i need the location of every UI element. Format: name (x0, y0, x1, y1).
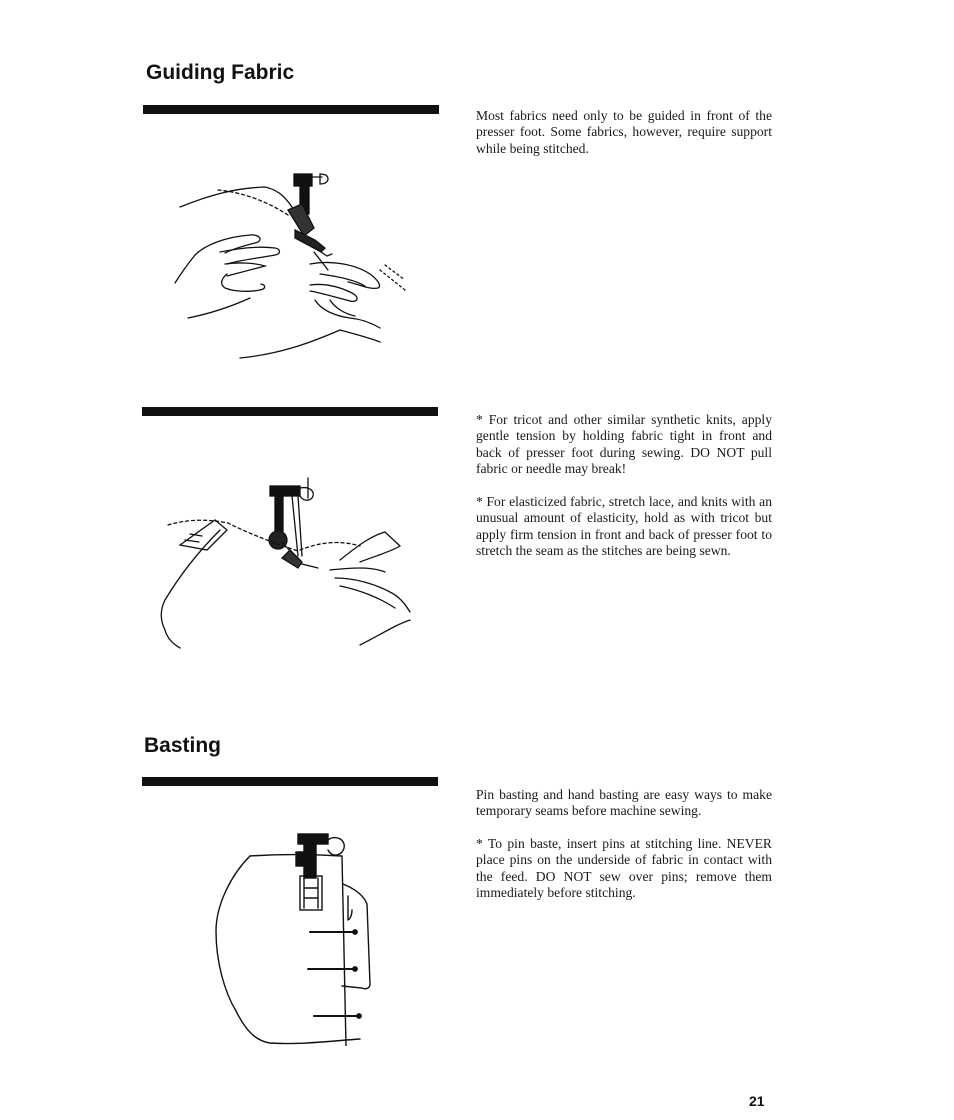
stretch-fabric-illustration (160, 470, 420, 655)
page-number: 21 (749, 1093, 765, 1109)
guiding-fabric-illustration (170, 160, 410, 365)
basting-paragraph-2: * To pin baste, insert pins at stitching line. NEVER place pins on the underside of fabric in contact with the feed. DO NOT sew over pins; remove them immediately before stitching. (476, 836, 772, 901)
guiding-paragraph-3: * For elasticized fabric, stretch lace, and knits with an unusual amount of elasticity, hold as with tricot but apply firm tension in front and back of presser foot to stretch the seam as the stitches are being sewn. (476, 494, 772, 559)
section-title-basting: Basting (144, 734, 222, 757)
guiding-paragraph-1: Most fabrics need only to be guided in front of the presser foot. Some fabrics, however, require support while being stitched. (476, 108, 772, 156)
section-rule (143, 105, 439, 114)
guiding-paragraph-2: * For tricot and other similar synthetic knits, apply gentle tension by holding fabric tight in front and back of presser foot during sewing. DO NOT pull fabric or needle may break! (476, 412, 772, 477)
section-title-guiding-fabric: Guiding Fabric (146, 61, 295, 84)
pin-basting-illustration (210, 826, 385, 1046)
section-rule (142, 407, 438, 416)
section-rule (142, 777, 438, 786)
basting-paragraph-1: Pin basting and hand basting are easy ways to make temporary seams before machine sewing. (476, 787, 772, 819)
